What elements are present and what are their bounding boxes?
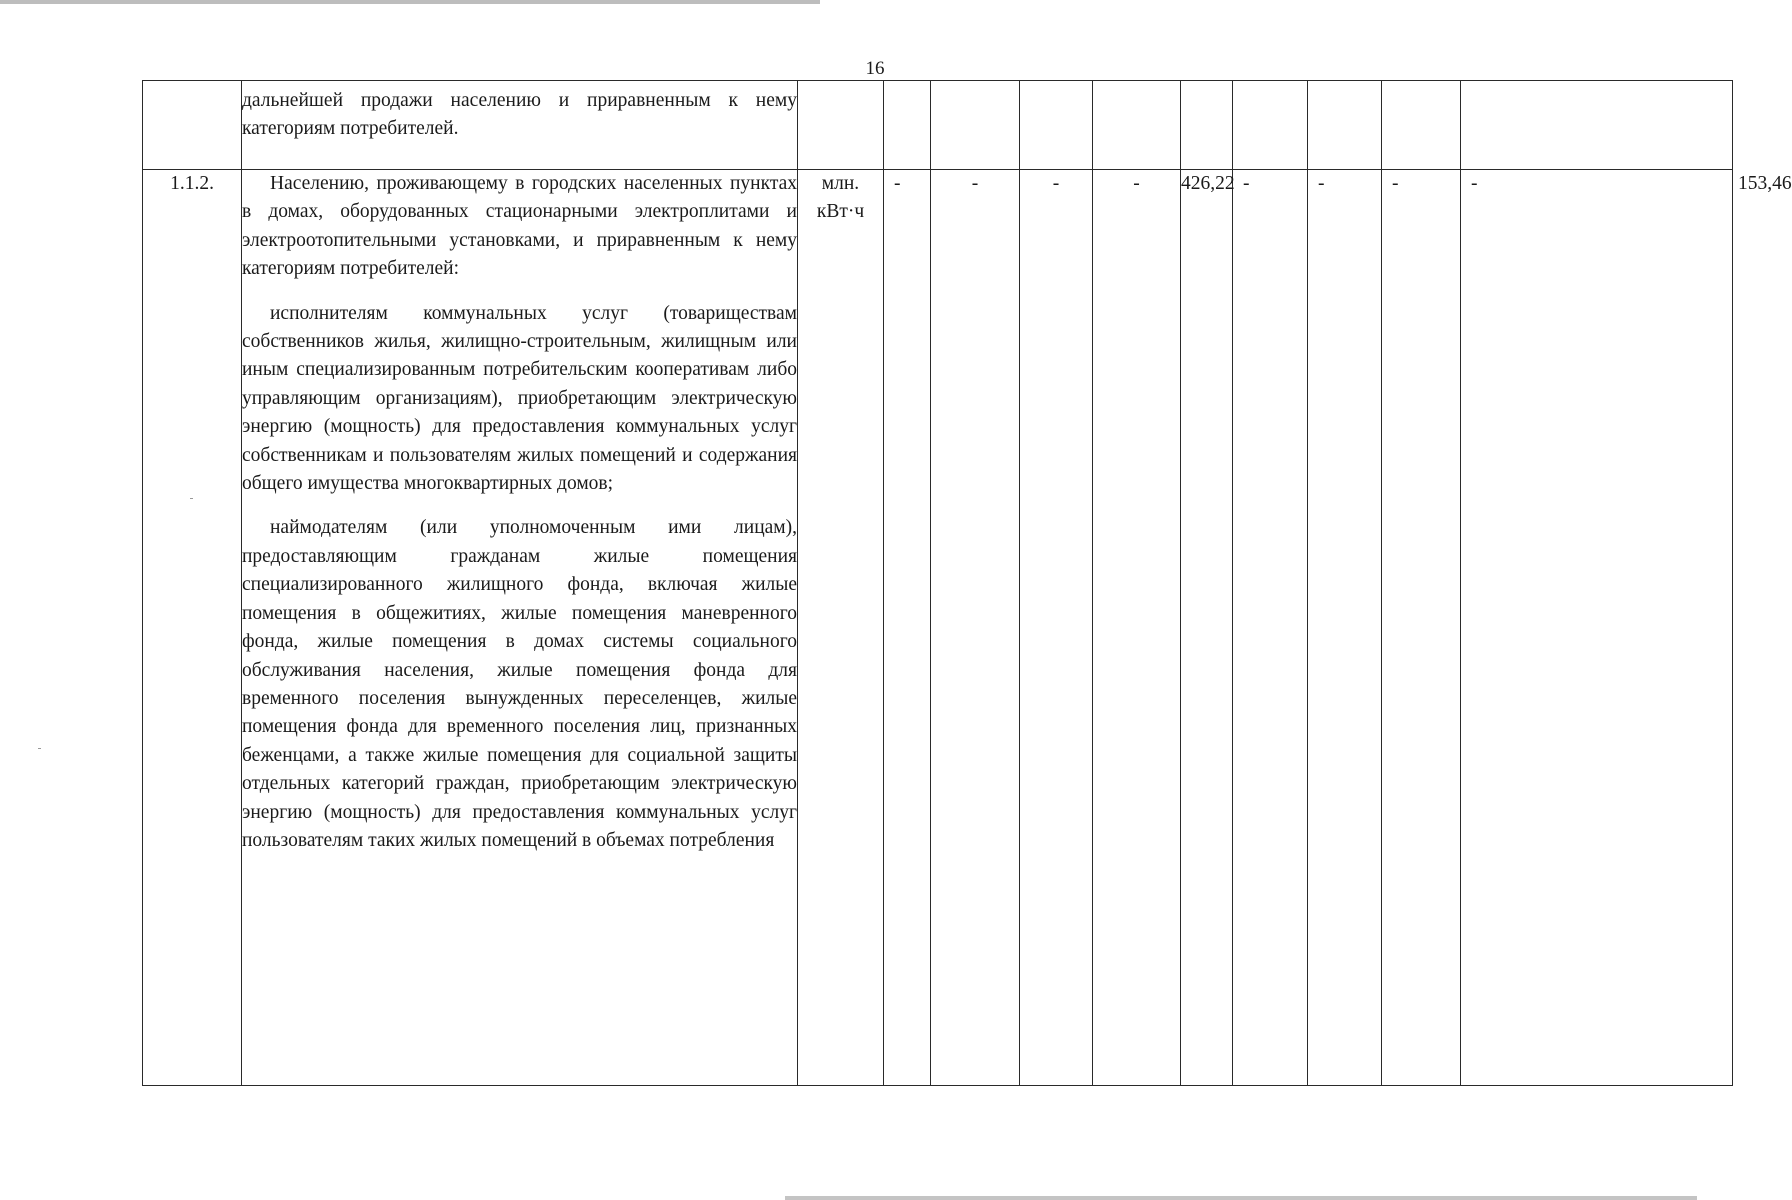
- description-paragraph: дальнейшей продажи населению и приравненным к нему категориям потребителей.: [242, 90, 797, 140]
- value-cell: -: [1461, 170, 1733, 1086]
- scan-speck: [38, 748, 41, 749]
- row-number-cell: 1.1.2.: [143, 170, 242, 1086]
- description-cell: [242, 170, 798, 1086]
- row-number-cell: [143, 81, 242, 170]
- value-cell: -: [931, 170, 1020, 1086]
- unit-line: кВт·ч: [816, 201, 865, 223]
- value-cell: [884, 81, 931, 170]
- value-cell: -: [884, 170, 931, 1086]
- value-cell: 426,22: [1181, 170, 1233, 1086]
- page-number: 16: [865, 58, 885, 79]
- value-cell: -: [1308, 170, 1382, 1086]
- value-cell: [1308, 81, 1382, 170]
- value-cell: [1093, 81, 1181, 170]
- unit-cell: [798, 81, 884, 170]
- scan-edge-top: [0, 0, 820, 4]
- scan-edge-bottom: [785, 1196, 1697, 1200]
- data-table: [142, 80, 1792, 1086]
- value-cell: [1233, 81, 1308, 170]
- value-cell: [1020, 81, 1093, 170]
- description-cell: [242, 81, 798, 170]
- value-cell: -: [1093, 170, 1181, 1086]
- value-cell: -: [1233, 170, 1308, 1086]
- description-paragraph: Населению, проживающему в городских населенных пунктах в домах, оборудованных стационарными электроплитами и электроотопительными установками, и приравненным к нему категориям потребителей:: [242, 173, 797, 280]
- value-cell: [1461, 81, 1733, 170]
- value-cell: [1382, 81, 1461, 170]
- description-paragraph: наймодателям (или уполномоченным ими лицам), предоставляющим гражданам жилые помещения специализированного жилищного фонда, включая жилые помещения в общежитиях, жилые помещения маневренного фонда, жилые помещения в домах системы социального обслуживания населения, жилые помещения фонда для временного поселения вынужденных переселенцев, жилые помещения фонда для временного поселения лиц, признанных беженцами, а также жилые помещения для социальной защиты отдельных категорий граждан, приобретающим электрическую энергию (мощность) для предоставления коммунальных услуг пользователям таких жилых помещений в объемах потребления: [242, 517, 797, 851]
- value-cell: [1181, 81, 1233, 170]
- description-paragraph: исполнителям коммунальных услуг (товариществам собственников жилья, жилищно-строительным, жилищным или иным специализированным потребительским кооперативам либо управляющим организациям), приобретающим электрическую энергию (мощность) для предоставления коммунальных услуг собственникам и пользователям жилых помещений и содержания общего имущества многоквартирных домов;: [242, 302, 797, 495]
- table-row: [143, 81, 1733, 170]
- value-cell-text: 153,46: [1738, 173, 1792, 194]
- value-cell: [931, 81, 1020, 170]
- unit-line: млн.: [821, 173, 860, 194]
- value-cell: -: [1382, 170, 1461, 1086]
- value-cell: -: [1020, 170, 1093, 1086]
- table-row: [143, 170, 1733, 1086]
- unit-cell: [798, 170, 884, 1086]
